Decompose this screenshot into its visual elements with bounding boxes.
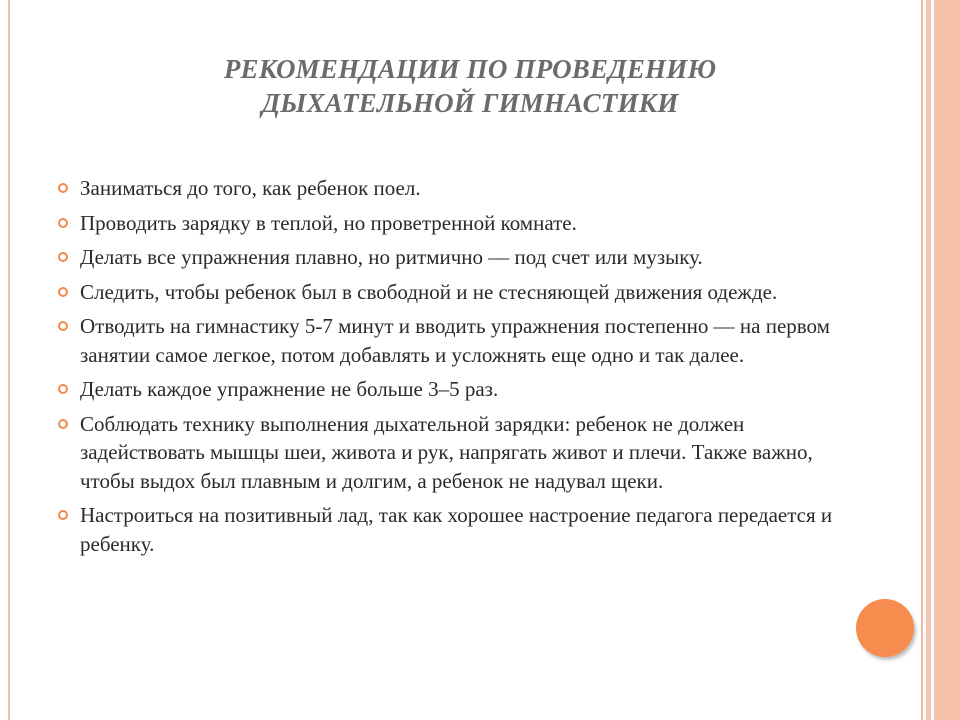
- bullet-circle-icon: [58, 183, 68, 193]
- bullet-circle-icon: [58, 287, 68, 297]
- list-item-text: Соблюдать технику выполнения дыхательной зарядки: ребенок не должен задействовать мышцы шеи, живота и рук, напрягать живот и плечи. Также важно, чтобы выдох был плавным и долгим, а ребенок не надувал щеки.: [80, 411, 813, 493]
- bullet-circle-icon: [58, 384, 68, 394]
- list-item-text: Делать каждое упражнение не больше 3–5 раз.: [80, 377, 499, 401]
- slide-title: [100, 52, 840, 120]
- decorative-orange-circle: [856, 599, 914, 657]
- right-stripe-wide: [934, 0, 960, 720]
- list-item: [58, 501, 848, 558]
- list-item: [58, 278, 848, 307]
- list-item-text: Делать все упражнения плавно, но ритмично — под счет или музыку.: [80, 245, 703, 269]
- right-stripe-thin: [921, 0, 923, 720]
- list-item-text: Заниматься до того, как ребенок поел.: [80, 176, 421, 200]
- slide-title-line-1: РЕКОМЕНДАЦИИ ПО ПРОВЕДЕНИЮ: [223, 54, 717, 84]
- list-item: [58, 312, 848, 369]
- list-item: [58, 410, 848, 496]
- list-item-text: Проводить зарядку в теплой, но проветренной комнате.: [80, 210, 577, 235]
- bullet-circle-icon: [58, 218, 68, 228]
- bullet-list: [58, 174, 848, 564]
- slide-title-line-2: ДЫХАТЕЛЬНОЙ ГИМНАСТИКИ: [261, 88, 679, 118]
- list-item: [58, 174, 848, 203]
- list-item: [58, 375, 848, 404]
- list-item-text: Настроиться на позитивный лад, так как хорошее настроение педагога передается и ребенку.: [80, 503, 833, 556]
- right-stripe-medium: [926, 0, 931, 720]
- bullet-circle-icon: [58, 510, 68, 520]
- list-item-text: Отводить на гимнастику 5-7 минут и вводить упражнения постепенно — на первом занятии самое легкое, потом добавлять и усложнять еще одно и так далее.: [80, 314, 830, 367]
- list-item: [58, 243, 848, 272]
- left-border-line: [8, 0, 10, 720]
- bullet-circle-icon: [58, 252, 68, 262]
- bullet-circle-icon: [58, 321, 68, 331]
- list-item-text: Следить, чтобы ребенок был в свободной и не стесняющей движения одежде.: [80, 279, 778, 304]
- bullet-circle-icon: [58, 419, 68, 429]
- list-item: [58, 209, 848, 238]
